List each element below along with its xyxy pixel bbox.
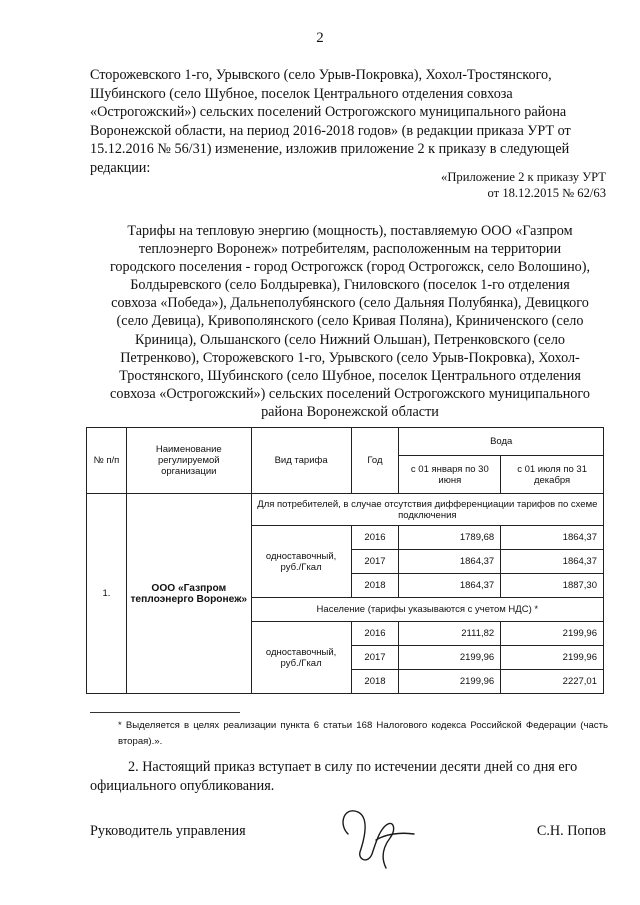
tariff-title-line: теплоэнерго Воронеж» потребителям, расположенным на территории xyxy=(138,241,562,258)
header-org: Наименование регулируемой организации xyxy=(126,428,251,494)
value-cell: 2227,01 xyxy=(501,670,604,694)
value-cell: 1864,37 xyxy=(501,550,604,574)
year-cell: 2016 xyxy=(351,526,399,550)
group-title: Население (тарифы указываются с учетом НДС) * xyxy=(251,598,603,622)
header-num: № п/п xyxy=(87,428,127,494)
handwritten-signature xyxy=(330,794,420,874)
year-cell: 2018 xyxy=(351,670,399,694)
tariff-type: одноставочный, руб./Гкал xyxy=(251,526,351,598)
footnote-divider xyxy=(90,712,240,713)
tariff-title-line: Тарифы на тепловую энергию (мощность), поставляемую ООО «Газпром xyxy=(127,223,573,239)
signer-name: С.Н. Попов xyxy=(536,823,606,839)
footnote: * Выделяется в целях реализации пункта 6 статьи 168 Налогового кодекса Российской Федерации (часть вторая).». xyxy=(118,720,608,747)
appendix-ref-line: «Приложение 2 к приказу УРТ xyxy=(441,170,606,184)
tariff-title-line: совхоза «Победа»), Дальнеполубянского (село Дальняя Полубянка), Девицкого xyxy=(111,295,589,312)
intro-line: «Острогожский») сельских поселений Острогожского муниципального района xyxy=(90,104,567,121)
header-tariff-type: Вид тарифа xyxy=(251,428,351,494)
tariff-title-line: Криница), Ольшанского (село Нижний Ольшан), Петренковского (село xyxy=(134,331,566,348)
intro-line: Сторожевского 1-го, Урывского (село Урыв-Покровка), Хохол-Тростянского, xyxy=(90,67,552,83)
page-number: 2 xyxy=(316,30,324,46)
year-cell: 2016 xyxy=(351,622,399,646)
value-cell: 1789,68 xyxy=(399,526,501,550)
value-cell: 2111,82 xyxy=(399,622,501,646)
tariff-title-line: Болдыревского (село Болдыревка), Гниловского (поселок 1-го отделения xyxy=(130,277,570,294)
tariff-title-line: района Воронежской области xyxy=(261,403,439,420)
signature-stroke xyxy=(343,811,414,868)
header-period-2: с 01 июля по 31 декабря xyxy=(501,456,604,494)
tariff-title xyxy=(84,222,616,421)
intro-line: Шубинского (село Шубное, поселок Центрального отделения совхоза xyxy=(90,85,513,102)
value-cell: 2199,96 xyxy=(501,622,604,646)
value-cell: 1887,30 xyxy=(501,574,604,598)
year-cell: 2017 xyxy=(351,646,399,670)
header-year: Год xyxy=(351,428,399,494)
intro-line: 15.12.2016 № 56/31) изменение, изложив приложение 2 к приказу в следующей xyxy=(90,141,570,158)
header-period-1: с 01 января по 30 июня xyxy=(399,456,501,494)
tariff-title-line: Петренково), Сторожевского 1-го, Урывского (село Урыв-Покровка), Хохол- xyxy=(120,349,580,366)
value-cell: 1864,37 xyxy=(399,550,501,574)
year-cell: 2017 xyxy=(351,550,399,574)
appendix-ref-line: от 18.12.2015 № 62/63 xyxy=(487,185,606,200)
signer-title: Руководитель управления xyxy=(90,823,246,839)
tariff-title-line: городского поселения - город Острогожск (город Острогожск, село Волошино), xyxy=(109,259,591,276)
tariff-title-line: (село Девица), Кривополянского (село Кривая Поляна), Криниченского (село xyxy=(116,313,584,330)
tariff-title-line: Тростянского, Шубинского (село Шубное, поселок Центрального отделения xyxy=(119,367,581,384)
value-cell: 1864,37 xyxy=(399,574,501,598)
value-cell: 2199,96 xyxy=(399,646,501,670)
year-cell: 2018 xyxy=(351,574,399,598)
intro-line: редакции: xyxy=(90,159,151,176)
intro-paragraph xyxy=(90,66,608,178)
closing-line: официального опубликования. xyxy=(90,778,275,794)
header-water: Вода xyxy=(399,428,604,456)
closing-line: 2. Настоящий приказ вступает в силу по истечении десяти дней со дня его xyxy=(128,759,578,775)
organization-name: ООО «Газпром теплоэнерго Воронеж» xyxy=(126,494,251,694)
appendix-reference xyxy=(306,170,606,201)
tariff-type: одноставочный, руб./Гкал xyxy=(251,622,351,694)
row-number: 1. xyxy=(87,494,127,694)
intro-line: Воронежской области, на период 2016-2018 годов» (в редакции приказа УРТ от xyxy=(90,122,571,139)
value-cell: 2199,96 xyxy=(399,670,501,694)
tariff-table xyxy=(86,427,604,694)
group-title: Для потребителей, в случае отсутствия дифференциации тарифов по схеме подключения xyxy=(251,494,603,526)
value-cell: 1864,37 xyxy=(501,526,604,550)
value-cell: 2199,96 xyxy=(501,646,604,670)
closing-paragraph xyxy=(90,758,608,796)
tariff-title-line: совхоза «Острогожский») сельских поселений Острогожского муниципального xyxy=(110,385,590,402)
